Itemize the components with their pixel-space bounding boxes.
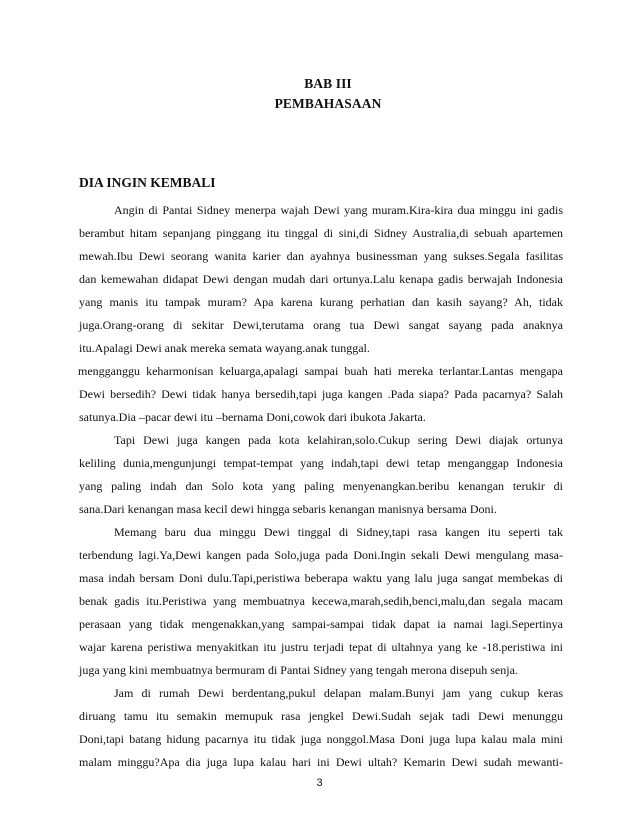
paragraph-line: dan kemewahan didapat Dewi dengan mudah dari ortunya.Lalu kenapa gadis berwajah Indonesia bbox=[79, 272, 563, 286]
paragraph-line: Jam di rumah Dewi berdentang,pukul delapan malam.Bunyi jam yang cukup keras bbox=[114, 686, 563, 700]
paragraph-line: sana.Dari kenangan masa kecil dewi hingga sebaris kenangan manisnya bersama Doni. bbox=[79, 502, 497, 516]
paragraph-line: yang manis itu tampak muram? Apa karena kurang perhatian dan kasih sayang? Ah, tidak bbox=[79, 295, 563, 309]
paragraph-line: diruang tamu itu semakin memupuk rasa jengkel Dewi.Sudah sejak tadi Dewi menunggu bbox=[79, 709, 563, 723]
paragraph-line: Dewi bersedih? Dewi tidak hanya bersedih,tapi juga kangen .Pada siapa? Pada pacarnya? Salah bbox=[79, 387, 563, 401]
paragraph-line: terbendung lagi.Ya,Dewi kangen pada Solo,juga pada Doni.Ingin sekali Dewi mengulang masa- bbox=[79, 548, 563, 562]
paragraph-line: Doni,tapi batang hidung pacarnya itu tidak juga nonggol.Masa Doni juga lupa kalau mala mini bbox=[79, 732, 563, 746]
section-title: DIA INGIN KEMBALI bbox=[79, 175, 216, 190]
paragraph-line: juga.Orang-orang di sekitar Dewi,terutama orang tua Dewi sangat sayang pada anaknya bbox=[79, 318, 563, 332]
paragraph-line: mengganggu keharmonisan keluarga,apalagi sampai buah hati mereka terlantar.Lantas mengapa bbox=[78, 364, 563, 378]
paragraph-line: juga yang kini membuatnya bermuram di Pantai Sidney yang tengah merona disepuh senja. bbox=[79, 663, 518, 677]
chapter-title: PEMBAHASAAN bbox=[274, 96, 382, 111]
chapter-number: BAB III bbox=[304, 76, 352, 91]
page-number: 3 bbox=[316, 777, 323, 789]
paragraph-line: keliling dunia,mengunjungi tempat-tempat yang indah,tapi dewi tetap menganggap Indonesia bbox=[79, 456, 563, 470]
paragraph-line: perasaan yang tidak mengenakkan,yang sampai-sampai tidak dapat ia namai lagi.Sepertinya bbox=[79, 617, 563, 631]
paragraph-line: malam minggu?Apa dia juga lupa kalau hari ini Dewi ultah? Kemarin Dewi sudah mewanti- bbox=[79, 755, 563, 769]
paragraph-line: Angin di Pantai Sidney menerpa wajah Dewi yang muram.Kira-kira dua minggu ini gadis bbox=[114, 203, 563, 217]
paragraph-line: masa indah bersam Doni dulu.Tapi,peristiwa beberapa waktu yang lalu juga sangat membekas di bbox=[79, 571, 563, 585]
paragraph-line: Memang baru dua minggu Dewi tinggal di Sidney,tapi rasa kangen itu seperti tak bbox=[114, 525, 563, 539]
paragraph-line: wajar karena peristiwa menyakitkan itu justru terjadi tepat di ultahnya yang ke -18.peristiwa ini bbox=[79, 640, 563, 654]
paragraph-line: berambut hitam sepanjang pinggang itu tinggal di sini,di Sidney Australia,di sebuah apartemen bbox=[79, 226, 563, 240]
paragraph-line: itu.Apalagi Dewi anak mereka semata wayang.anak tunggal. bbox=[79, 341, 370, 355]
paragraph-line: mewah.Ibu Dewi seorang wanita karier dan ayahnya businessman yang sukses.Segala fasilitas bbox=[79, 249, 563, 263]
paragraph-line: Tapi Dewi juga kangen pada kota kelahiran,solo.Cukup sering Dewi diajak ortunya bbox=[114, 433, 563, 447]
paragraph-line: satunya.Dia –pacar dewi itu –bernama Doni,cowok dari ibukota Jakarta. bbox=[79, 410, 426, 424]
paragraph-line: yang paling indah dan Solo kota yang paling menyenangkan.beribu kenangan terukir di bbox=[79, 479, 563, 493]
paragraph-line: benak gadis itu.Peristiwa yang membuatnya kecewa,marah,sedih,benci,malu,dan segala macam bbox=[79, 594, 563, 608]
